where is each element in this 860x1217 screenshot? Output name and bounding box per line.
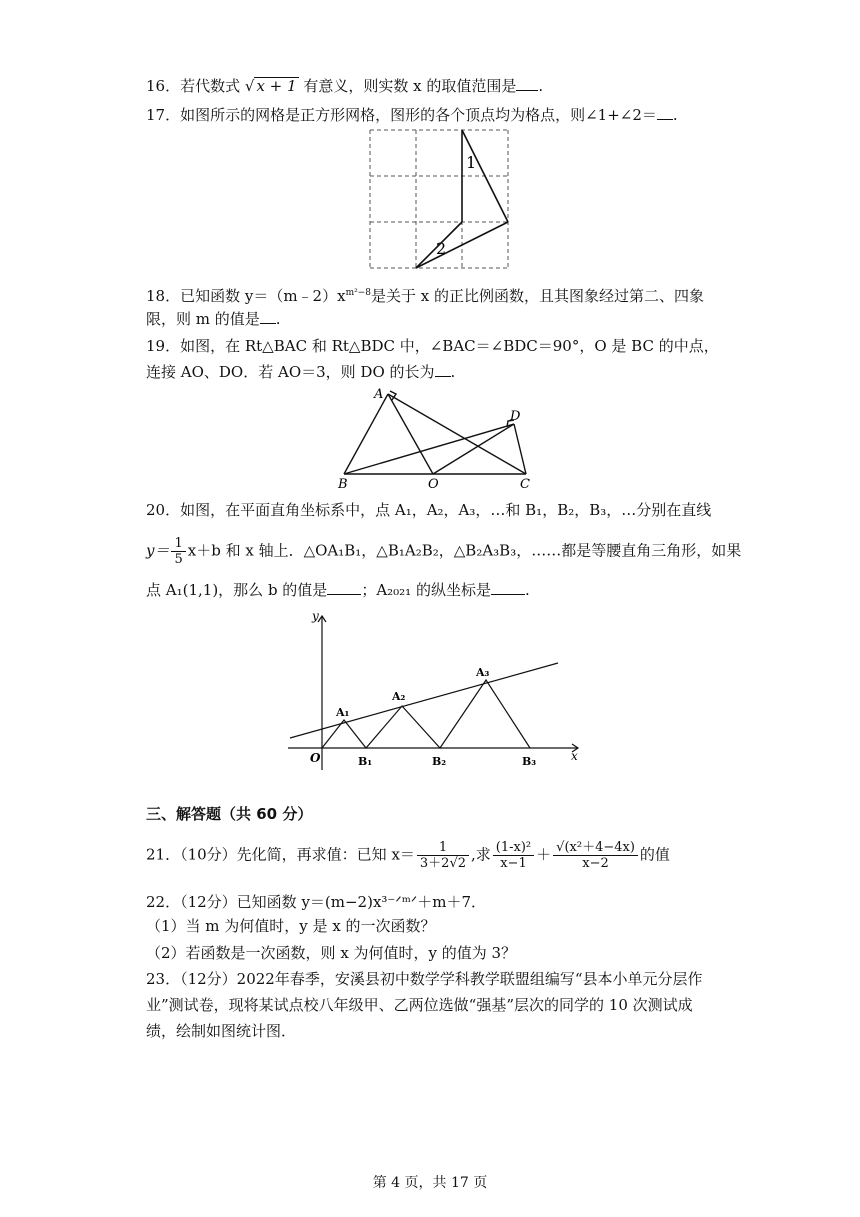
frac-num: 1 bbox=[171, 536, 185, 552]
q16-tail: 有意义，则实数 x 的取值范围是 bbox=[303, 77, 517, 95]
fraction-one-fifth bbox=[171, 536, 185, 567]
page-footer: 第 4 页，共 17 页 bbox=[372, 1175, 488, 1191]
q16-text: 16．若代数式 bbox=[146, 77, 241, 95]
q23-text-2: 业”测试卷，现将某试点校八年级甲、乙两位选做“强基”层次的同学的 10 次测试成 bbox=[146, 996, 693, 1014]
answer-blank bbox=[657, 105, 673, 120]
q23-line-1 bbox=[146, 969, 703, 989]
frac-num: √(x²＋4−4x) bbox=[553, 840, 638, 856]
axes bbox=[288, 616, 578, 770]
q20-text-1: 20．如图，在平面直角坐标系中，点 A₁，A₂，A₃，…和 B₁，B₂，B₃，…分别在直线 bbox=[146, 501, 712, 519]
x-axis-label: x bbox=[571, 749, 578, 763]
q21-fraction-1 bbox=[493, 840, 534, 871]
plus-sign: ＋ bbox=[536, 845, 552, 864]
q18-end: . bbox=[275, 310, 281, 328]
q19-triangle-figure bbox=[336, 386, 536, 492]
q17-line bbox=[146, 105, 678, 125]
q21-x-fraction bbox=[417, 840, 469, 871]
q19-text-2: 连接 AO、DO．若 AO＝3，则 DO 的长为 bbox=[146, 363, 435, 381]
q19-line-1 bbox=[146, 336, 719, 356]
q20-line-3 bbox=[146, 580, 530, 600]
point-a3-label: A₃ bbox=[476, 666, 490, 679]
angle-2-label: 2 bbox=[436, 239, 447, 258]
q21-text-post: 的值 bbox=[639, 845, 670, 864]
figure-lines bbox=[290, 663, 558, 748]
q20-line-2 bbox=[146, 536, 741, 567]
q19-end: . bbox=[450, 363, 456, 381]
answer-blank bbox=[516, 76, 538, 91]
q19-text-1: 19．如图，在 Rt△BAC 和 Rt△BDC 中，∠BAC＝∠BDC＝90°，O 是 BC 的中点， bbox=[146, 337, 719, 355]
q18-line-1 bbox=[146, 283, 704, 306]
q20-text-2: x＋b 和 x 轴上．△OA₁B₁，△B₁A₂B₂，△B₂A₃B₃，……都是等腰直角三角形，如果 bbox=[187, 541, 742, 560]
q20-text-3a: 点 A₁(1,1)，那么 b 的值是 bbox=[146, 581, 328, 599]
q18-line-2 bbox=[146, 309, 281, 329]
q19-line-2 bbox=[146, 362, 455, 382]
y-axis-label: y bbox=[312, 610, 319, 623]
q22-line-1 bbox=[146, 892, 486, 912]
point-o-label: O bbox=[428, 477, 439, 492]
q18-exponent: m²−8 bbox=[345, 288, 371, 298]
q16-line bbox=[146, 76, 543, 96]
q21-text-pre: 21．（10分）先化简，再求值：已知 x＝ bbox=[146, 845, 415, 864]
q17-text: 17．如图所示的网格是正方形网格，图形的各个顶点均为格点，则∠1+∠2＝ bbox=[146, 106, 657, 124]
q22-line-2 bbox=[146, 916, 436, 936]
q22-line-3 bbox=[146, 943, 516, 963]
frac-den: 3＋2√2 bbox=[419, 856, 467, 871]
q18-text-c: 限，则 m 的值是 bbox=[146, 310, 260, 328]
point-d-label: D bbox=[510, 409, 521, 424]
q16-radicand: x + 1 bbox=[256, 77, 297, 95]
point-b2-label: B₂ bbox=[432, 755, 447, 768]
q23-line-3 bbox=[146, 1021, 296, 1041]
q18-text-a: 18．已知函数 y＝（m﹣2）x bbox=[146, 287, 346, 305]
q22-text-3: （2）若函数是一次函数，则 x 为何值时，y 的值为 3？ bbox=[146, 944, 517, 962]
answer-blank-a2021 bbox=[491, 580, 525, 595]
answer-blank bbox=[435, 362, 451, 377]
point-b-label: B bbox=[338, 477, 348, 492]
point-b1-label: B₁ bbox=[358, 755, 373, 768]
section-title: 三、解答题（共 60 分） bbox=[146, 805, 313, 823]
q18-text-b: 是关于 x 的正比例函数，且其图象经过第二、四象 bbox=[370, 287, 704, 305]
q23-text-3: 绩，绘制如图统计图． bbox=[146, 1022, 297, 1040]
q21-text-mid: ,求 bbox=[471, 845, 491, 864]
q17-grid-figure bbox=[360, 124, 520, 276]
point-c-label: C bbox=[520, 477, 530, 492]
q20-line-1 bbox=[146, 500, 711, 520]
angle-1-label: 1 bbox=[466, 153, 477, 172]
frac-num: (1-x)² bbox=[493, 840, 534, 856]
q20-text-3b: ；A₂₀₂₁ 的纵坐标是 bbox=[361, 581, 491, 599]
q17-end: . bbox=[672, 106, 678, 124]
frac-num: 1 bbox=[417, 840, 469, 856]
q20-end: . bbox=[524, 581, 530, 599]
frac-den: x−1 bbox=[500, 856, 527, 871]
q20-eq-pre: y＝ bbox=[146, 541, 170, 560]
q16-end: . bbox=[538, 77, 544, 95]
q22-text-2: （1）当 m 为何值时，y 是 x 的一次函数？ bbox=[146, 917, 436, 935]
figure-lines bbox=[344, 391, 526, 474]
frac-den: 5 bbox=[174, 552, 183, 567]
q20-coordinate-figure bbox=[288, 610, 588, 776]
point-a2-label: A₂ bbox=[392, 690, 406, 703]
q21-line bbox=[146, 840, 670, 871]
point-b3-label: B₃ bbox=[522, 755, 537, 768]
answer-blank bbox=[260, 309, 276, 324]
sqrt-symbol: √ bbox=[244, 77, 255, 95]
q23-line-2 bbox=[146, 995, 693, 1015]
point-a-label: A bbox=[374, 387, 384, 402]
figure-lines bbox=[416, 130, 508, 268]
point-a1-label: A₁ bbox=[336, 706, 350, 719]
frac-den: x−2 bbox=[582, 856, 609, 871]
answer-blank-b bbox=[327, 580, 361, 595]
q21-fraction-2 bbox=[553, 840, 638, 871]
q22-text-1: 22．（12分）已知函数 y＝(m−2)x³⁻ᐟᵐᐟ＋m＋7． bbox=[146, 893, 487, 911]
q23-text-1: 23．（12分）2022年春季，安溪县初中数学学科教学联盟组编写“县本小单元分层作 bbox=[146, 970, 703, 988]
origin-label: O bbox=[310, 751, 321, 765]
